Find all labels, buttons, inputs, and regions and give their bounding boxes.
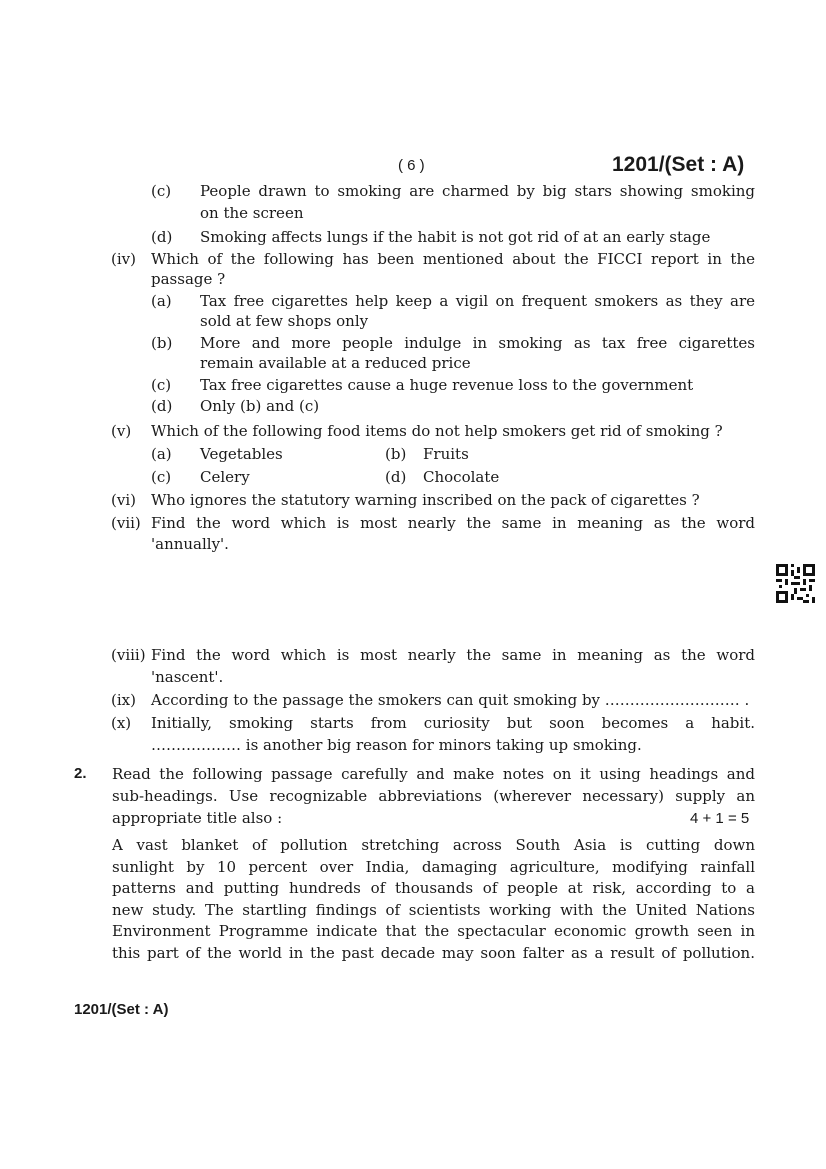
- option-text: Celery: [200, 468, 250, 486]
- passage-line: this part of the world in the past decade may soon falter as a result of pollution.: [112, 944, 755, 962]
- question-text: According to the passage the smokers can quit smoking by ……………………… .: [151, 691, 750, 709]
- option-label: (a): [151, 292, 172, 310]
- question-label: (viii): [111, 646, 146, 664]
- passage-line: new study. The startling findings of scientists working with the United Nations: [112, 901, 755, 919]
- passage-line: Environment Programme indicate that the spectacular economic growth seen in: [112, 922, 755, 940]
- option-text: sold at few shops only: [200, 312, 369, 330]
- qr-code-icon: [776, 564, 815, 603]
- option-text: remain available at a reduced price: [200, 354, 471, 372]
- set-code-footer: 1201/(Set : A): [74, 1001, 169, 1018]
- option-label: (a): [151, 445, 172, 463]
- passage-line: sunlight by 10 percent over India, damaging agriculture, modifying rainfall: [112, 858, 755, 876]
- question-text: 'annually'.: [151, 535, 229, 553]
- question-text: passage ?: [151, 270, 226, 288]
- option-label: (b): [385, 445, 407, 463]
- option-label: (d): [151, 397, 173, 415]
- question-text: sub-headings. Use recognizable abbreviations (wherever necessary) supply an: [112, 787, 755, 805]
- set-code-header: 1201/(Set : A): [612, 153, 745, 176]
- question-label: (vii): [111, 514, 141, 532]
- option-text: More and more people indulge in smoking as tax free cigarettes: [200, 334, 755, 352]
- option-text: Fruits: [423, 445, 469, 463]
- option-label: (b): [151, 334, 173, 352]
- option-text: Chocolate: [423, 468, 500, 486]
- option-text: on the screen: [200, 204, 304, 222]
- option-text: Tax free cigarettes cause a huge revenue loss to the government: [200, 376, 694, 394]
- question-text: appropriate title also :: [112, 809, 283, 827]
- option-text: Vegetables: [200, 445, 283, 463]
- option-label: (d): [385, 468, 407, 486]
- marks: 4 + 1 = 5: [690, 810, 750, 827]
- question-text: 'nascent'.: [151, 668, 224, 686]
- question-text: Who ignores the statutory warning inscribed on the pack of cigarettes ?: [151, 491, 700, 509]
- question-text: Read the following passage carefully and make notes on it using headings and: [112, 765, 755, 783]
- question-label: (x): [111, 714, 132, 732]
- passage-line: A vast blanket of pollution stretching across South Asia is cutting down: [112, 836, 755, 854]
- option-text: People drawn to smoking are charmed by big stars showing smoking: [200, 182, 755, 200]
- question-text: Which of the following food items do not help smokers get rid of smoking ?: [151, 422, 723, 440]
- question-text: Which of the following has been mentioned about the FICCI report in the: [151, 250, 755, 268]
- question-text: ……………… is another big reason for minors taking up smoking.: [151, 736, 642, 754]
- question-number: 2.: [74, 765, 87, 782]
- option-label: (c): [151, 376, 172, 394]
- option-text: Only (b) and (c): [200, 397, 320, 415]
- option-label: (d): [151, 228, 173, 246]
- option-text: Tax free cigarettes help keep a vigil on frequent smokers as they are: [200, 292, 755, 310]
- question-text: Initially, smoking starts from curiosity but soon becomes a habit.: [151, 714, 755, 732]
- question-label: (iv): [111, 250, 136, 268]
- question-label: (ix): [111, 691, 136, 709]
- option-text: Smoking affects lungs if the habit is not got rid of at an early stage: [200, 228, 711, 246]
- option-label: (c): [151, 468, 172, 486]
- page-number: ( 6 ): [398, 157, 425, 174]
- question-label: (v): [111, 422, 132, 440]
- question-label: (vi): [111, 491, 136, 509]
- passage-line: patterns and putting hundreds of thousands of people at risk, according to a: [112, 879, 755, 897]
- option-label: (c): [151, 182, 172, 200]
- question-text: Find the word which is most nearly the same in meaning as the word: [151, 514, 755, 532]
- question-text: Find the word which is most nearly the same in meaning as the word: [151, 646, 755, 664]
